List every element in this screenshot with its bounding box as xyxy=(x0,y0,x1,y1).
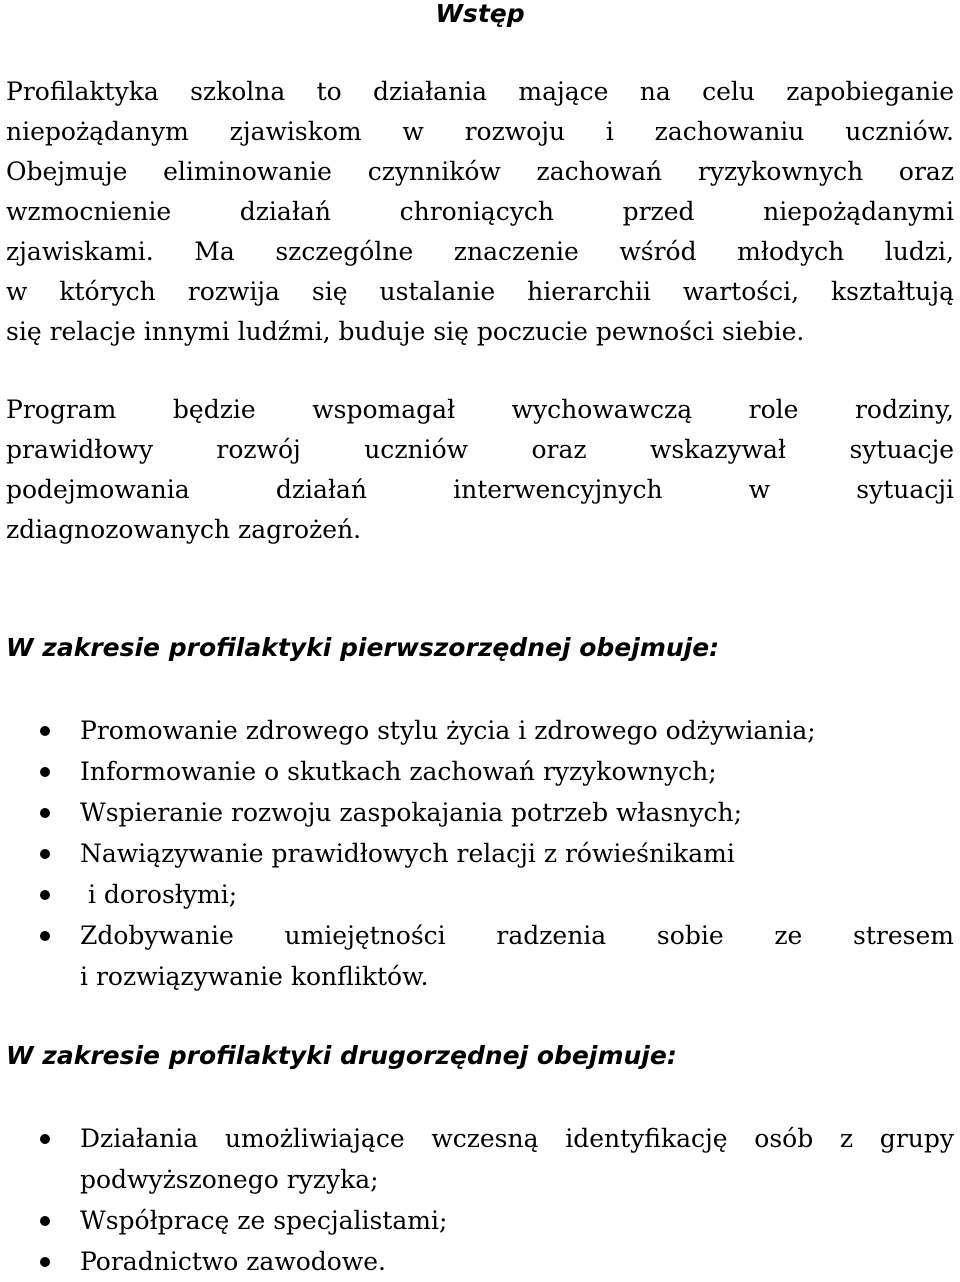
list-item xyxy=(0,792,960,833)
primary-prevention-list xyxy=(0,710,960,997)
intro-paragraph xyxy=(6,72,954,352)
page-title: Wstęp xyxy=(435,0,525,28)
paragraph-line: zdiagnozowanych zagrożeń. xyxy=(6,515,362,544)
bullet-icon xyxy=(40,1257,50,1267)
paragraph-line: prawidłowy rozwój uczniów oraz wskazywał sytuacje xyxy=(6,435,954,464)
bullet-icon xyxy=(40,890,50,900)
paragraph-line: wzmocnienie działań chroniących przed niepożądanymi xyxy=(6,197,954,226)
list-item-text: Poradnictwo zawodowe. xyxy=(80,1247,386,1276)
list-item-text: i rozwiązywanie konfliktów. xyxy=(80,962,429,991)
paragraph-line: Obejmuje eliminowanie czynników zachowań ryzykownych oraz xyxy=(6,157,954,186)
paragraph-line: niepożądanym zjawiskom w rozwoju i zachowaniu uczniów. xyxy=(6,117,954,146)
bullet-icon xyxy=(40,931,50,941)
paragraph-line: w których rozwija się ustalanie hierarchii wartości, kształtują xyxy=(6,277,954,306)
list-item-text: Zdobywanie umiejętności radzenia sobie ze stresem xyxy=(80,921,954,950)
list-item xyxy=(0,751,960,792)
primary-prevention-heading: W zakresie profilaktyki pierwszorzędnej obejmuje: xyxy=(6,633,720,662)
list-item-text: i dorosłymi; xyxy=(80,880,238,909)
paragraph-line: zjawiskami. Ma szczególne znaczenie wśród młodych ludzi, xyxy=(6,237,954,266)
list-item xyxy=(0,1241,960,1282)
list-item-text: Wspieranie rozwoju zaspokajania potrzeb własnych; xyxy=(80,798,743,827)
list-item-text: Działania umożliwiające wczesną identyfikację osób z grupy xyxy=(80,1124,954,1153)
bullet-icon xyxy=(40,767,50,777)
bullet-icon xyxy=(40,808,50,818)
bullet-icon xyxy=(40,849,50,859)
list-item xyxy=(0,874,960,915)
paragraph-line: podejmowania działań interwencyjnych w sytuacji xyxy=(6,475,954,504)
list-item xyxy=(0,915,960,997)
bullet-icon xyxy=(40,1216,50,1226)
list-item-text: Współpracę ze specjalistami; xyxy=(80,1206,448,1235)
paragraph-line: Profilaktyka szkolna to działania mające na celu zapobieganie xyxy=(6,77,954,106)
program-paragraph xyxy=(6,390,954,550)
paragraph-line: się relacje innymi ludźmi, buduje się poczucie pewności siebie. xyxy=(6,317,805,346)
bullet-icon xyxy=(40,726,50,736)
list-item xyxy=(0,833,960,874)
secondary-prevention-list xyxy=(0,1118,960,1282)
paragraph-line: Program będzie wspomagał wychowawczą role rodziny, xyxy=(6,395,954,424)
list-item-text: Informowanie o skutkach zachowań ryzykownych; xyxy=(80,757,717,786)
list-item xyxy=(0,1118,960,1200)
secondary-prevention-heading: W zakresie profilaktyki drugorzędnej obejmuje: xyxy=(6,1041,677,1070)
list-item xyxy=(0,710,960,751)
list-item-text: Promowanie zdrowego stylu życia i zdrowego odżywiania; xyxy=(80,716,816,745)
list-item-text: Nawiązywanie prawidłowych relacji z rówieśnikami xyxy=(80,839,735,868)
list-item-text: podwyższonego ryzyka; xyxy=(80,1165,379,1194)
bullet-icon xyxy=(40,1134,50,1144)
list-item xyxy=(0,1200,960,1241)
